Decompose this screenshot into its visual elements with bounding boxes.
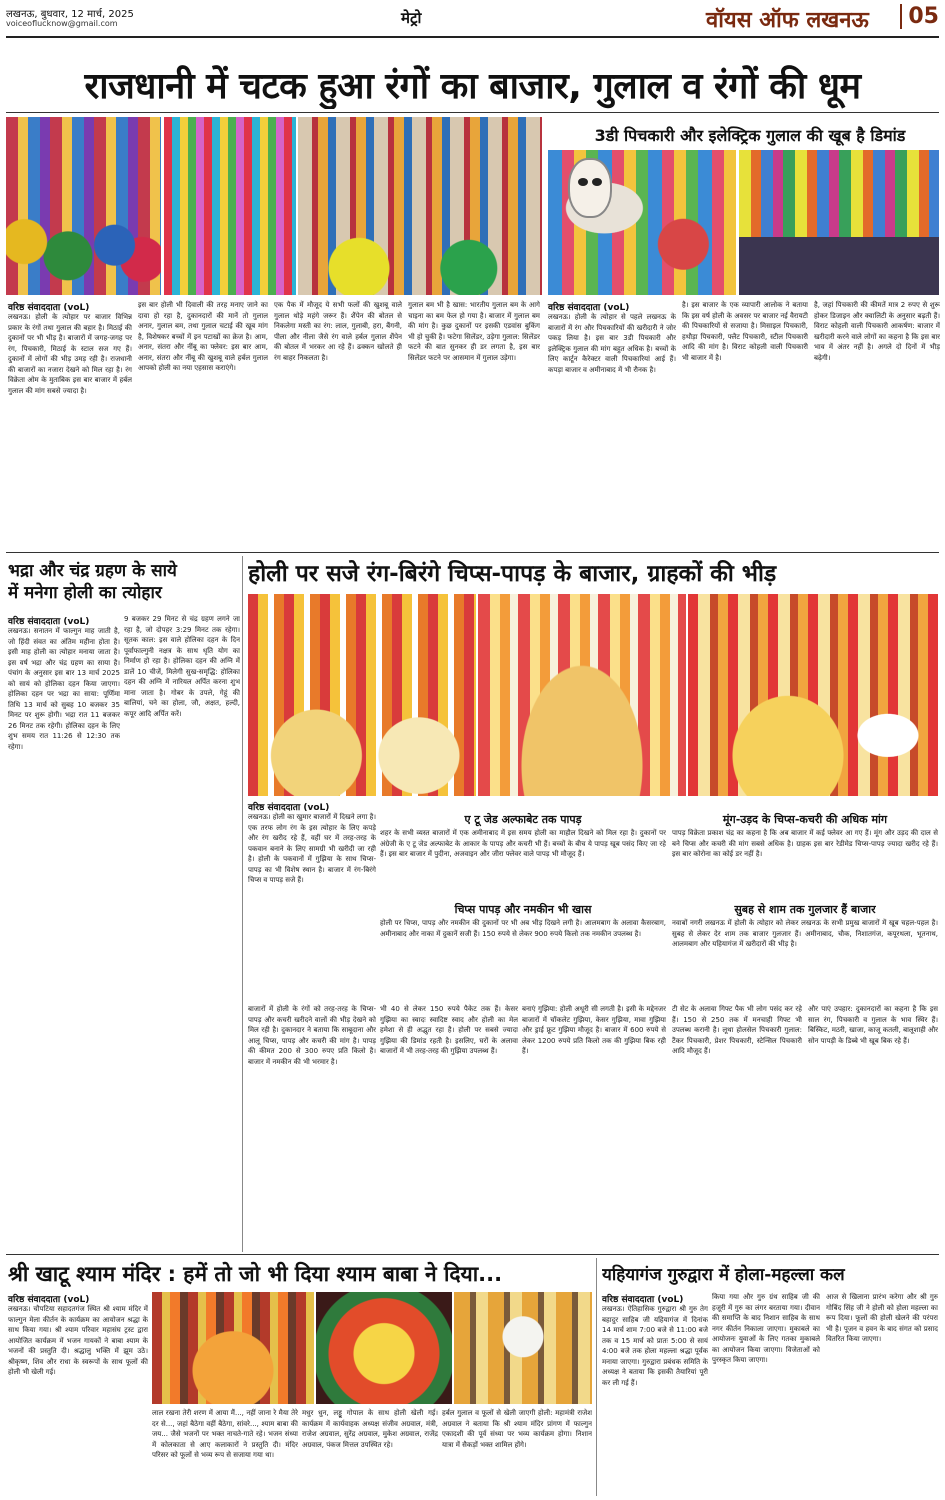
- story1-column-2: इस बार होली भी दिवाली की तरह मनाए जाने का दावा हो रहा है, दुकानदारों की मानें तो गुलाल अनार, गुलाल बम, तथा गुलाल चटाई की खूब मांग है, विशेषकर बच्चों में इन पटाखों का क्रेज है। आम, अनार, संतरा और नींबू का फ्लेवर: इस बार आम, अनार, संतरा और नींबू की खुशबू वाले हर्बल गुलाल आपको होली का नया एहसास कराएंगे।: [138, 301, 268, 372]
- story3-box4-title: सुबह से शाम तक गुलजार हैं बाजार: [734, 903, 876, 916]
- story3-column-5: टी सेट के अलावा गिफ्ट पैक भी लोग पसंद कर रहे हैं। 150 से 250 तक में मनचाही गिफ्ट भी उपलब्ध करानी है। लूथा होलसेल पिचकारी गुलाल: टैंकर पिचकारी, प्रेशर पिचकारी, स्टेन्सिल पिचकारी आदि मौजूद हैं।: [672, 1005, 802, 1055]
- story2-headline-line1: भद्रा और चंद्र ग्रहण के साये: [8, 561, 177, 581]
- story5-headline: यहियागंज गुरुद्वारा में होला-महल्ला कल: [602, 1265, 845, 1285]
- divider: [596, 1258, 597, 1496]
- story3-box3-text: पापड़ विक्रेता प्रकाश चंद्र का कहना है कि अब बाजार में कई फ्लेवर आ गए हैं। मूंग और उड़द की दाल से बने चिप्स और कचरी की मांग सबसे अधिक है। ग्राहक इस बार रेडीमेड चिप्स-पापड़ ज्यादा खरीद रहे हैं। इस बार कोरोना का कोई डर नहीं है।: [672, 829, 938, 858]
- story3-column-4: बनाएं गुझिया: होली अधूरी सी लगती है। इसी के मद्देनजर बाजारों में चॉकलेट गुझिया, केसर गुझिया, मावा गुझिया और ड्राई फ्रूट गुझिया मौजूद है। बाजार में 600 रुपये से लेकर 1200 रुपये प्रति किलो तक की गुझिया बिक रही हैं।: [522, 1005, 666, 1055]
- story5-column-2: किया गया और गुरु ग्रंथ साहिब जी की हजूरी में गुरु का लंगर बरताया गया। दीवान की समाप्ति के बाद निशान साहिब के साथ नगर कीर्तन निकाला जाएगा। मुकाबले का आयोजनः युवाओं के लिए गतका मुकाबले का आयोजन किया जाएगा। विजेताओं को पुरस्कृत किया जाएगा।: [712, 1293, 820, 1364]
- story1-photo-crowd: [739, 150, 939, 295]
- story1-column-6: है। इस बाजार के एक व्यापारी आलोक ने बताया कि इस वर्ष होली के अवसर पर बाजार नई वैरायटी की पिचकारियों से सजाया है। मिसाइल पिचकारी, हथौड़ा पिचकारी, फ्लैट पिचकारी, स्टील पिचकारी आदि की मांग है। विराट कोहली वाली पिचकारी भी बाजार में है।: [682, 301, 808, 362]
- story4-photo-holi-celebration: [454, 1292, 592, 1404]
- story4-column-2: लाल रखना तेरी शरण में आया मैं..., नहीं जाना रे मैया तेरे दर से..., जहां बैठेगा वहीं बैठेगा, सांवरे..., श्याम बाबा की जय... जैसे भजनों पर भक्त नाचते-गाते रहे। भजन संध्या में कोलकाता से आए कलाकारों ने प्रस्तुति दी। मंदिर परिसर को फूलों से भव्य रूप से सजाया गया था।: [152, 1409, 298, 1459]
- story3-column-2: बाजारों में होली के रंगों को तरह-तरह के चिप्स-पापड़ और कचरी खरीदने वालों की भीड़ देखने को मिल रही है। दुकानदार ने बताया कि साबूदाना और आलू चिप्स, पापड़ और कचरी की मांग है। पापड़ की कीमत 200 से 300 रुपए प्रति किलो है। बाजार में नमकीन की भी भरमार है।: [248, 1005, 376, 1066]
- story3-photo-chips-shop: [248, 594, 476, 796]
- story5-column-3: आज से खिलाना प्रारंभ करेगा और श्री गुरु गोबिंद सिंह जी ने होली को होला महल्ला का रूप दिया। फूलों की होली खेलने की परंपरा भी है। पूजन व हवन के बाद संगत को प्रसाद वितरित किया जाएगा।: [826, 1293, 938, 1343]
- newspaper-title: वॉयस ऑफ लखनऊ: [706, 8, 869, 33]
- story1-photo-market: [164, 117, 296, 295]
- page-number: 05: [900, 4, 939, 29]
- story3-box4-text: नवाबों नगरी लखनऊ में होली के त्योहार को लेकर लखनऊ के सभी प्रमुख बाजारों में खूब चहल-पहल है। सुबह से लेकर देर शाम तक बाजार गुलजार हैं। अमीनाबाद, चौक, निशातगंज, कपूरथला, भूतनाथ, आलमबाग और यहियागंज में खरीदारों की भीड़ है।: [672, 919, 938, 948]
- story5-column-1: लखनऊ। ऐतिहासिक गुरुद्वारा श्री गुरु तेग बहादुर साहिब जी यहियागंज में दिनांक 14 मार्च शाम 7:00 बजे से 11:00 बजे तक व 15 मार्च को प्रातः 5:00 से सायं 4:00 बजे तक होला महल्ला श्रद्धा पूर्वक मनाया जाएगा। गुरुद्वारा प्रबंधक समिति के अध्यक्ष ने बताया कि इसकी तैयारियां पूरी कर ली गई हैं।: [602, 1305, 708, 1387]
- story1-photo-stalls: [298, 117, 542, 295]
- contact-email[interactable]: voiceoflucknow@gmail.com: [6, 19, 118, 28]
- story3-column-1: लखनऊ। होली का खुमार बाजारों में दिखने लगा है। एक तरफ लोग रंग के इस त्योहार के लिए कपड़े और रंग खरीद रहे हैं, वहीं घर में तरह-तरह के पकवान बनाने के लिए सामग्री भी खरीदी जा रही है। होली के पकवानों में गुझिया के साथ चिप्स-पापड़ का भी विशेष स्थान है। बाजार में रंग-बिरंगे चिप्स व पापड़ सजे हैं।: [248, 813, 376, 884]
- story2-column-1: लखनऊ। सनातन में फाल्गुन माह जाती है, जो हिंदी संवत का अंतिम महीना होता है। इसी माह होली का त्योहार मनाया जाता है। इस वर्ष भद्रा और चंद्र ग्रहण का साया है। पंचांग के अनुसार इस बार 13 मार्च 2025 को सायं को होलिका दहन किया जाएगा। होलिका दहन पर भद्रा का साया: पूर्णिमा तिथि 13 मार्च को सुबह 10 बजकर 35 मिनट पर शुरू होगी। भद्रा रात 11 बजकर 26 मिनट तक रहेगी। होलिका दहन के लिए शुभ समय रात 11:26 से 12:30 तक रहेगा।: [8, 627, 120, 751]
- story5-byline: वरिष्ठ संवाददाता (voL): [602, 1292, 683, 1305]
- story1-subheadline: 3डी पिचकारी और इलेक्ट्रिक गुलाल की खूब है डिमांड: [594, 126, 906, 145]
- divider: [242, 556, 243, 1252]
- story1-photo-colors-shop: [6, 117, 161, 295]
- story1-photo-pichkari-shop: [548, 150, 736, 295]
- story3-column-3: भी 40 से लेकर 150 रुपये पैकेट तक हैं। केसर गुझिया का स्वादः स्वादिष्ट स्वाद और होली का मेल हमेशा से ही अद्भुत रहा है। होली पर सबसे ज्यादा गुझिया की डिमांड रहती है। इसलिए, घरों के अलावा बाजारों में भी तरह-तरह की गुझिया उपलब्ध हैं।: [380, 1005, 518, 1055]
- story1-column-3: एक पैक में मौजूद ये सभी फलों की खुशबू वाले गुलाल थोड़े महंगे जरूर हैं। शैंपेन की बोतल से निकलेगा मस्ती का रंग: लाल, गुलाबी, हरा, बैंगनी, पीला और नीला जैसे रंग वाले हर्बल गुलाल शैंपेन की बोतल में भरकर आ रहे हैं। ढक्कन खोलते ही रंग बाहर निकलता है।: [274, 301, 402, 362]
- story3-box2-title: चिप्स पापड़ और नमकीन भी खास: [454, 903, 592, 916]
- story3-headline: होली पर सजे रंग-बिरंगे चिप्स-पापड़ के बाजार, ग्राहकों की भीड़: [248, 561, 777, 587]
- section-name: मेट्रो: [401, 9, 422, 27]
- divider: [6, 552, 939, 553]
- story1-column-4: गुलाल बम भी है खास: भारतीय गुलाल बम के आगे चाइना का बम फेल हो गया है। बाजार में गुलाल बम की मांग है। कुछ दुकानों पर इसकी एडवांस बुकिंग भी हो चुकी है। फटेगा सिलेंडर, उड़ेगा गुलाल: सिलेंडर फटने की बात सुनकर ही डर लगता है, इस बार सिलेंडर फटने पर आसमान में गुलाल उड़ेगा।: [408, 301, 540, 362]
- story1-column-1: लखनऊ। होली के त्योहार पर बाजार विभिन्न प्रकार के रंगों तथा गुलाल की बहार है। मिठाई की दुकानों पर भी भीड़ है। बाजारों में जगह-जगह पर रंग, पिचकारी, मिठाई के स्टाल सज गए हैं। दुकानों में लोगों की भीड़ उमड़ रही है। राजधानी की बाजारों का नजारा देखने को मिल रहा है। रंग विक्रेता ओम के मुताबिक इस बार बाजार में हर्बल गुलाल की मांग सबसे ज्यादा है।: [8, 313, 132, 395]
- story4-headline: श्री खाटू श्याम मंदिर : हमें तो जो भी दिया श्याम बाबा ने दिया...: [8, 1262, 503, 1286]
- story2-column-2: 9 बजकर 29 मिनट से चंद्र ग्रहण लगने जा रहा है, जो दोपहर 3:29 मिनट तक रहेगा। सूतक काल: इस वाले होलिका दहन के दिन पूर्वाफाल्गुनी नक्षत्र के साथ धृति योग का निर्माण हो रहा है। होलिका दहन की अग्नि में डालें 10 चीजें, मिलेगी सुख-समृद्धि: होलिका दहन की अग्नि में नारियल अर्पित करना शुभ माना जाता है। गोबर के उपले, गेहूं की बालियां, चने का होला, जौ, अक्षत, हल्दी, कपूर आदि अर्पित करें।: [124, 615, 240, 718]
- story1-headline: राजधानी में चटक हुआ रंगों का बाजार, गुलाल व रंगों की धूम: [84, 66, 861, 107]
- story3-photo-namkeen: [688, 594, 938, 796]
- divider: [6, 1254, 939, 1255]
- story3-box2-text: होली पर चिप्स, पापड़ और नमकीन की दुकानों पर भी अब भीड़ दिखने लगी है। आलमबाग के अलावा कैसरबाग, अमीनाबाद और नाका में दुकानें सजी हैं। 150 रुपये से लेकर 900 रुपये किलो तक नमकीन उपलब्ध है।: [380, 919, 666, 938]
- masthead: [6, 4, 939, 38]
- story4-column-3: मधुर धुन, लड्डू गोपाल के साथ होली खेली गई। कार्यक्रम में कार्यवाहक अध्यक्ष संजीव अग्रवाल, मंत्री, राजेश अग्रवाल, सुरेंद्र अग्रवाल, मुकेश अग्रवाल, राजेंद्र अग्रवाल, पंकज मित्तल उपस्थित रहे।: [302, 1409, 438, 1449]
- story4-byline: वरिष्ठ संवाददाता (voL): [8, 1292, 89, 1305]
- story1-column-7: है, जहां पिचकारी की कीमतें मात्र 2 रुपए से शुरू होकर डिजाइन और क्वालिटी के अनुसार बढ़ती हैं। विराट कोहली वाली पिचकारी आकर्षण: बाजार में खरीदारी करने वाले लोगों का कहना है कि इस बार भाव में अंतर नहीं है। अगले दो दिनों में भीड़ बढ़ेगी।: [814, 301, 940, 362]
- story4-photo-shyam-baba: [316, 1292, 452, 1404]
- story3-byline: वरिष्ठ संवाददाता (voL): [248, 800, 329, 813]
- story1-column-5: लखनऊ। होली के त्योहार से पहले लखनऊ के बाजारों में रंग और पिचकारियों की खरीदारी ने जोर पकड़ लिया है। इस बार 3डी पिचकारी और इलेक्ट्रिक गुलाल की मांग बहुत अधिक है। बच्चों के लिए कार्टून कैरेक्टर वाली पिचकारियां आई हैं। कपड़ा बाजार व अमीनाबाद में भी रौनक है।: [548, 313, 676, 374]
- story2-byline: वरिष्ठ संवाददाता (voL): [8, 614, 89, 627]
- story4-column-4: हर्बल गुलाल व फूलों से खेली जाएगी होली: महामंत्री राजेश अग्रवाल ने बताया कि श्री श्याम मंदिर प्रांगण में फाल्गुन एकादशी की पूर्व संध्या पर भव्य कार्यक्रम होगा। निशान यात्रा में सैकड़ों भक्त शामिल होंगे।: [442, 1409, 592, 1449]
- story3-column-6: और पाएं उपहार: दुकानदारों का कहना है कि इस साल रंग, पिचकारी व गुलाल के भाव स्थिर हैं। बिस्किट, मठरी, खाजा, काजू कतली, बालूशाही और सोन पापड़ी के डिब्बे भी खूब बिक रहे हैं।: [808, 1005, 938, 1045]
- story3-box1-text: शहर के सभी व्यस्त बाजारों में एक अमीनाबाद में इस समय होली का माहौल दिखने को मिल रहा है। दुकानों पर अंग्रेजी के ए टू जेड अल्फाबेट के आकार के पापड़ और कचरी भी हैं। बच्चों के बीच ये पापड़ खूब पसंद किए जा रहे हैं। इस बार बाजार में पुदीना, अजवाइन और जीरा फ्लेवर वाले पापड़ भी मौजूद हैं।: [380, 829, 666, 858]
- story1-byline: वरिष्ठ संवाददाता (voL): [8, 300, 89, 313]
- story3-box1-title: ए टू जेड अल्फाबेट तक पापड़: [464, 813, 582, 826]
- story4-column-1: लखनऊ। चौपटिया सहादतगंज स्थित श्री श्याम मंदिर में फाल्गुन मेला कीर्तन के कार्यक्रम का आयोजन श्रद्धा के साथ किया गया। श्री श्याम परिवार महासंघ ट्रस्ट द्वारा आयोजित कार्यक्रम में भजन गायकों ने बाबा श्याम के भजनों की प्रस्तुति दी। श्रद्धालु भक्ति में झूम उठे। श्रीकृष्ण, शिव और राधा के स्वरूपों के साथ फूलों की होली भी खेली गई।: [8, 1305, 148, 1376]
- mask-icon: [568, 158, 612, 218]
- story4-photo-devotees: [152, 1292, 314, 1404]
- story2-headline-line2: में मनेगा होली का त्योहार: [8, 583, 162, 603]
- story3-photo-papad-stall: [478, 594, 686, 796]
- story1-byline-2: वरिष्ठ संवाददाता (voL): [548, 300, 629, 313]
- issue-date: लखनऊ, बुधवार, 12 मार्च, 2025: [6, 9, 134, 20]
- divider: [6, 112, 939, 113]
- story3-box3-title: मूंग-उड़द के चिप्स-कचरी की अधिक मांग: [722, 813, 888, 826]
